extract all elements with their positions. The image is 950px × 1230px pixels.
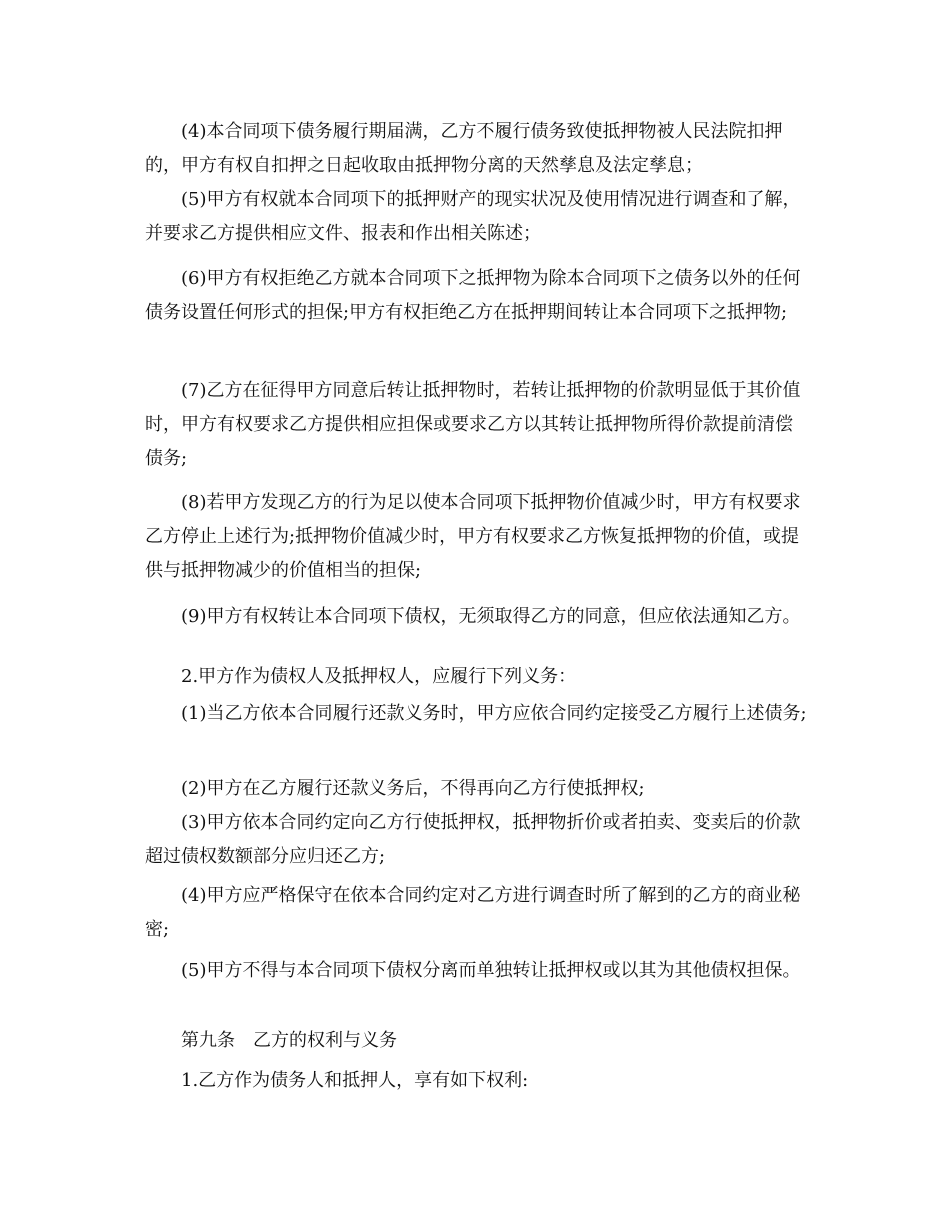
paragraph-clause-b4: (4)甲方应严格保守在依本合同约定对乙方进行调查时所了解到的乙方的商业秘密; <box>145 885 801 940</box>
paragraph-section-1: 1.乙方作为债务人和抵押人，享有如下权利: <box>181 1070 529 1091</box>
article-heading: 第九条 乙方的权利与义务 <box>181 1030 397 1051</box>
paragraph-section-2: 2.甲方作为债权人及抵押权人，应履行下列义务： <box>181 666 577 687</box>
paragraph-clause-b5: (5)甲方不得与本合同项下债权分离而单独转让抵押权或以其为其他债权担保。 <box>181 960 801 981</box>
paragraph-clause-b3: (3)甲方依本合同约定向乙方行使抵押权，抵押物折价或者拍卖、变卖后的价款超过债权数额部分应归还乙方; <box>145 812 801 867</box>
paragraph-clause-a7: (7)乙方在征得甲方同意后转让抵押物时，若转让抵押物的价款明显低于其价值时，甲方有权要求乙方提供相应担保或要求乙方以其转让抵押物所得价款提前清偿债务; <box>145 380 801 469</box>
paragraph-clause-a9: (9)甲方有权转让本合同项下债权，无须取得乙方的同意，但应依法通知乙方。 <box>181 606 801 627</box>
paragraph-clause-a4: (4)本合同项下债务履行期届满，乙方不履行债务致使抵押物被人民法院扣押的，甲方有权自扣押之日起收取由抵押物分离的天然孳息及法定孳息； <box>145 121 783 176</box>
paragraph-clause-b1: (1)当乙方依本合同履行还款义务时，甲方应依合同约定接受乙方履行上述债务; <box>181 703 807 724</box>
paragraph-clause-a6: (6)甲方有权拒绝乙方就本合同项下之抵押物为除本合同项下之债务以外的任何债务设置任何形式的担保;甲方有权拒绝乙方在抵押期间转让本合同项下之抵押物; <box>145 268 801 323</box>
paragraph-clause-a8: (8)若甲方发现乙方的行为足以使本合同项下抵押物价值减少时，甲方有权要求乙方停止上述行为;抵押物价值减少时，甲方有权要求乙方恢复抵押物的价值，或提供与抵押物减少的价值相当的担保; <box>145 492 801 581</box>
paragraph-clause-a5: (5)甲方有权就本合同项下的抵押财产的现实状况及使用情况进行调查和了解，并要求乙方提供相应文件、报表和作出相关陈述； <box>145 189 801 244</box>
paragraph-clause-b2: (2)甲方在乙方履行还款义务后，不得再向乙方行使抵押权; <box>181 778 645 799</box>
